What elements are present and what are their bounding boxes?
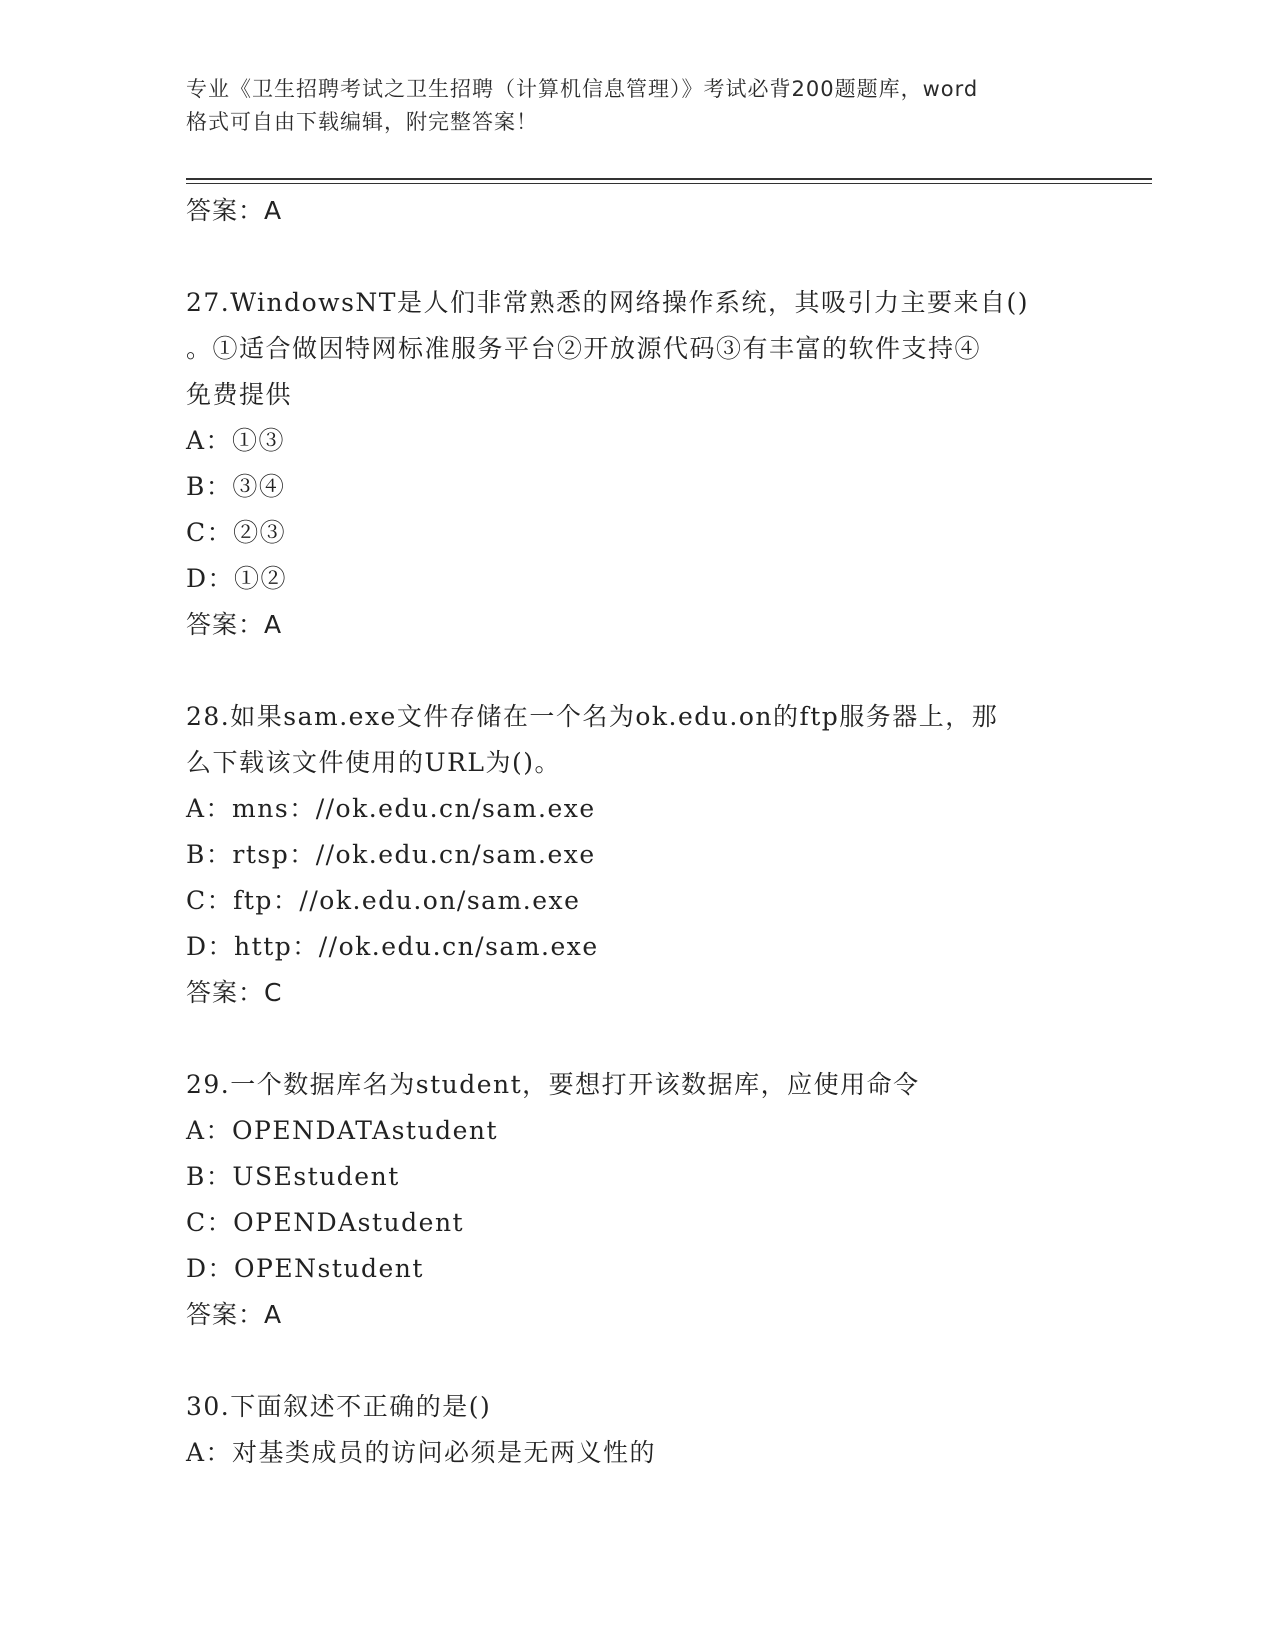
option-a: A：对基类成员的访问必须是无两义性的 bbox=[186, 1438, 657, 1467]
question-list bbox=[186, 188, 1086, 1476]
question-stem: 免费提供 bbox=[186, 380, 293, 409]
question-stem: 29.一个数据库名为student，要想打开该数据库，应使用命令 bbox=[186, 1070, 920, 1099]
question-block bbox=[186, 1062, 1086, 1338]
option-a: A：mns：//ok.edu.cn/sam.exe bbox=[186, 794, 596, 823]
document-header bbox=[186, 73, 1086, 139]
question-block bbox=[186, 280, 1086, 648]
answer-line: 答案：A bbox=[186, 196, 283, 225]
option-a: A：OPENDATAstudent bbox=[186, 1116, 499, 1145]
question-stem: 么下载该文件使用的URL为()。 bbox=[186, 748, 562, 777]
option-a: A：①③ bbox=[186, 426, 286, 455]
header-rule-thin bbox=[186, 183, 1152, 184]
header-line-1: 专业《卫生招聘考试之卫生招聘（计算机信息管理）》考试必背200题题库，word bbox=[186, 77, 979, 101]
answer-line: 答案：A bbox=[186, 610, 283, 639]
option-c: C：OPENDAstudent bbox=[186, 1208, 465, 1237]
answer-line: 答案：A bbox=[186, 1300, 283, 1329]
question-stem: 。①适合做因特网标准服务平台②开放源代码③有丰富的软件支持④ bbox=[186, 334, 982, 363]
spacer bbox=[186, 648, 1086, 694]
option-c: C：②③ bbox=[186, 518, 287, 547]
header-line-2: 格式可自由下载编辑，附完整答案！ bbox=[186, 110, 538, 134]
spacer bbox=[186, 1338, 1086, 1384]
option-c: C：ftp：//ok.edu.on/sam.exe bbox=[186, 886, 581, 915]
header-rule-thick bbox=[186, 178, 1152, 180]
question-block bbox=[186, 1384, 1086, 1476]
option-b: B：③④ bbox=[186, 472, 286, 501]
spacer bbox=[186, 234, 1086, 280]
option-d: D：①② bbox=[186, 564, 288, 593]
question-stem: 30.下面叙述不正确的是() bbox=[186, 1392, 492, 1421]
option-d: D：OPENstudent bbox=[186, 1254, 424, 1283]
option-d: D：http：//ok.edu.cn/sam.exe bbox=[186, 932, 599, 961]
answer-line: 答案：C bbox=[186, 978, 283, 1007]
question-block bbox=[186, 694, 1086, 1016]
question-stem: 28.如果sam.exe文件存储在一个名为ok.edu.on的ftp服务器上，那 bbox=[186, 702, 999, 731]
option-b: B：USEstudent bbox=[186, 1162, 400, 1191]
spacer bbox=[186, 1016, 1086, 1062]
option-b: B：rtsp：//ok.edu.cn/sam.exe bbox=[186, 840, 596, 869]
question-stem: 27.WindowsNT是人们非常熟悉的网络操作系统，其吸引力主要来自() bbox=[186, 288, 1029, 317]
